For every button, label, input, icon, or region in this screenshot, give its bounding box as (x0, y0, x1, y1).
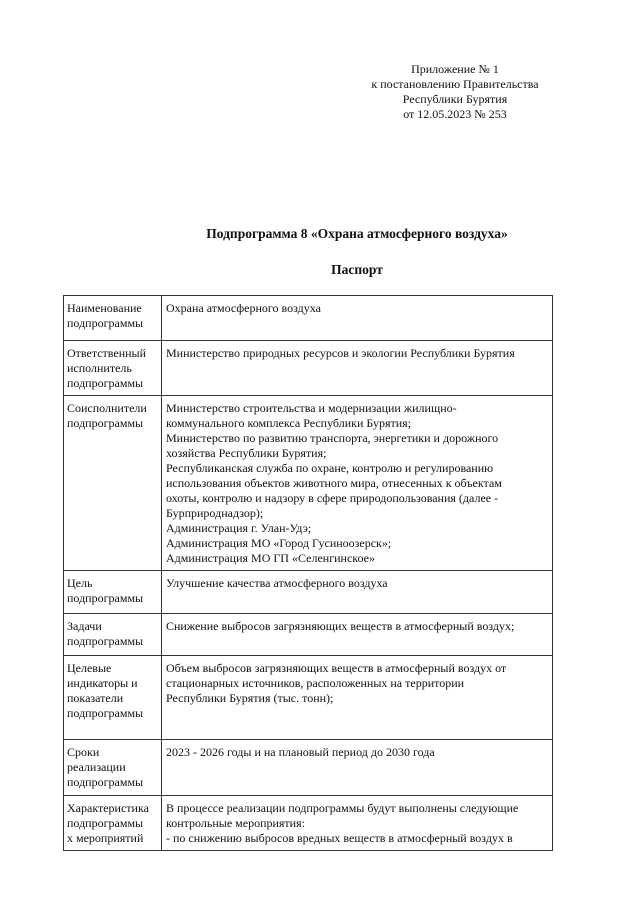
value-line: Объем выбросов загрязняющих веществ в атмосферный воздух от (166, 661, 507, 675)
value-line: Администрация г. Улан-Удэ; (166, 521, 312, 535)
row-label (64, 656, 162, 740)
row-label (64, 614, 162, 656)
value-line: Министерство природных ресурсов и экологии Республики Бурятия (166, 346, 515, 360)
row-value (162, 740, 553, 796)
table-row (64, 740, 553, 796)
label-line: реализации (67, 760, 126, 774)
label-line: показатели (67, 691, 124, 705)
appendix-line: Приложение № 1 (411, 62, 499, 76)
label-line: Целевые (67, 661, 112, 675)
value-line: охоты, контролю и надзору в сфере природопользования (далее - (166, 491, 499, 505)
value-line: 2023 - 2026 годы и на плановый период до 2030 года (166, 745, 435, 759)
table-row (64, 614, 553, 656)
label-line: подпрограммы (67, 816, 144, 830)
row-label (64, 341, 162, 396)
table-row (64, 796, 553, 851)
table-row (64, 656, 553, 740)
row-value (162, 296, 553, 341)
value-line: хозяйства Республики Бурятия; (166, 446, 327, 460)
value-line: Улучшение качества атмосферного воздуха (166, 576, 388, 590)
value-line: Республиканская служба по охране, контролю и регулированию (166, 461, 494, 475)
value-line: Охрана атмосферного воздуха (166, 301, 321, 315)
label-line: индикаторы и (67, 676, 138, 690)
table-row (64, 571, 553, 614)
document-title: Подпрограмма 8 «Охрана атмосферного воздуха» (206, 226, 508, 241)
row-label (64, 740, 162, 796)
appendix-header (340, 62, 570, 122)
row-value (162, 571, 553, 614)
label-line: Цель (67, 576, 93, 590)
label-line: Наименование (67, 301, 142, 315)
label-line: Характеристика (67, 801, 149, 815)
value-line: Министерство по развитию транспорта, энергетики и дорожного (166, 431, 499, 445)
value-line: стационарных источников, расположенных на территории (166, 676, 465, 690)
row-value (162, 796, 553, 851)
passport-table (63, 295, 553, 851)
label-line: подпрограммы (67, 775, 144, 789)
value-line: Администрация МО ГП «Селенгинское» (166, 551, 375, 565)
appendix-line: от 12.05.2023 № 253 (403, 107, 507, 121)
table-row (64, 296, 553, 341)
row-value (162, 341, 553, 396)
value-line: коммунального комплекса Республики Бурятия; (166, 416, 412, 430)
label-line: подпрограммы (67, 376, 144, 390)
appendix-line: к постановлению Правительства (371, 77, 539, 91)
row-label (64, 396, 162, 571)
value-line: Снижение выбросов загрязняющих веществ в атмосферный воздух; (166, 619, 515, 633)
label-line: Задачи (67, 619, 102, 633)
appendix-line: Республики Бурятия (402, 92, 508, 106)
row-label (64, 571, 162, 614)
value-line: Министерство строительства и модернизации жилищно- (166, 401, 457, 415)
value-line: использования объектов животного мира, отнесенных к объектам (166, 476, 502, 490)
label-line: х мероприятий (67, 831, 144, 845)
value-line: Бурприроднадзор); (166, 506, 264, 520)
label-line: подпрограммы (67, 634, 144, 648)
value-line: - по снижению выбросов вредных веществ в атмосферный воздух в (166, 831, 513, 845)
row-value (162, 656, 553, 740)
table-row (64, 396, 553, 571)
label-line: Ответственный (67, 346, 147, 360)
table-row (64, 341, 553, 396)
row-label (64, 296, 162, 341)
value-line: контрольные мероприятия: (166, 816, 305, 830)
row-label (64, 796, 162, 851)
row-value (162, 396, 553, 571)
label-line: подпрограммы (67, 416, 144, 430)
label-line: исполнитель (67, 361, 132, 375)
value-line: Администрация МО «Город Гусиноозерск»; (166, 536, 392, 550)
label-line: подпрограммы (67, 316, 144, 330)
value-line: Республики Бурятия (тыс. тонн); (166, 691, 334, 705)
value-line: В процессе реализации подпрограммы будут выполнены следующие (166, 801, 519, 815)
label-line: подпрограммы (67, 591, 144, 605)
document-subtitle: Паспорт (331, 262, 383, 277)
label-line: Соисполнители (67, 401, 147, 415)
label-line: Сроки (67, 745, 100, 759)
row-value (162, 614, 553, 656)
label-line: подпрограммы (67, 706, 144, 720)
